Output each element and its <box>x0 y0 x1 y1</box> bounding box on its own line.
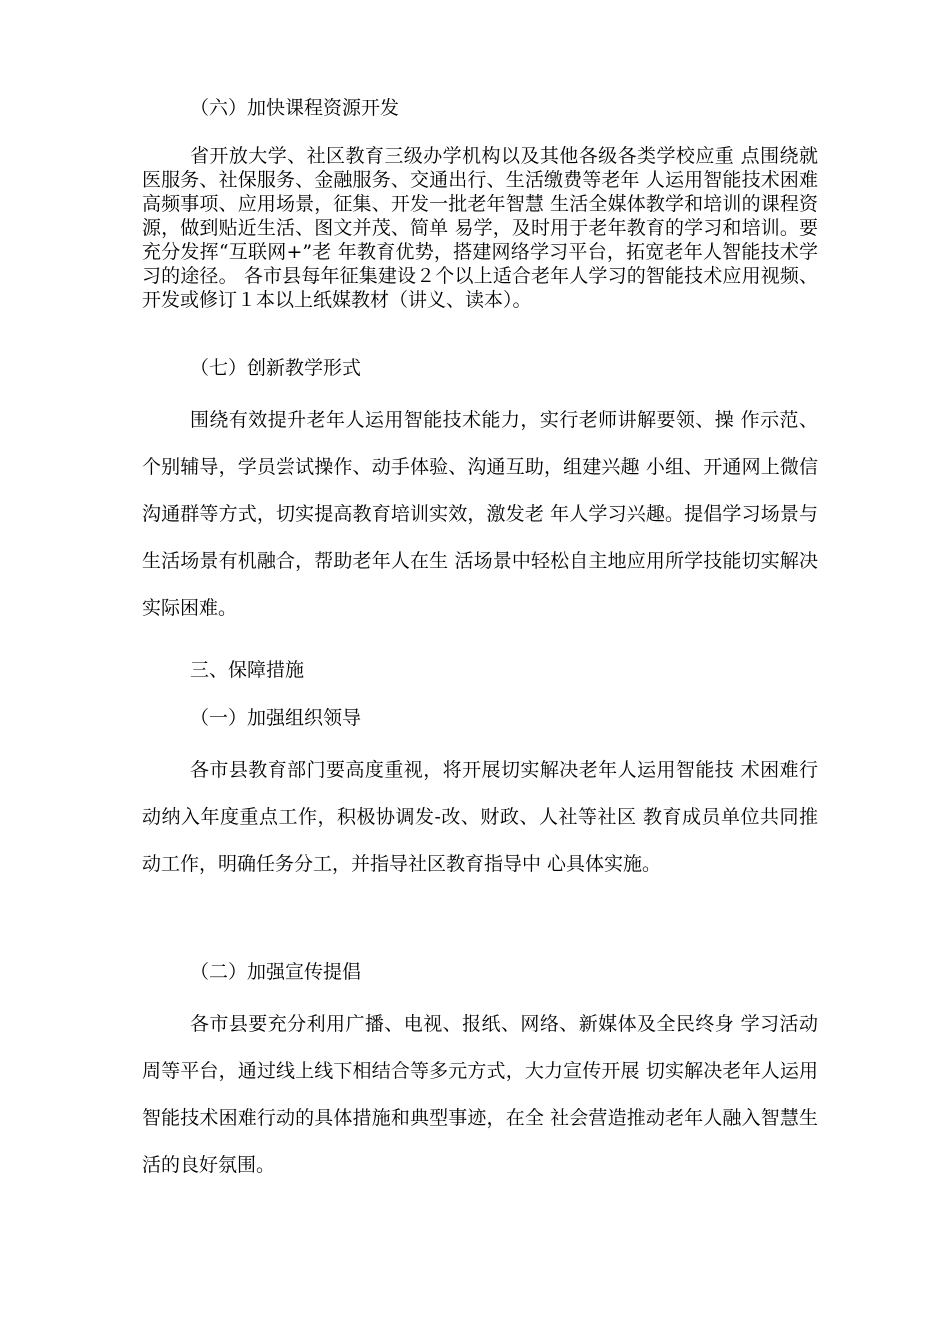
part-heading-3: 三、保障措施 <box>190 659 305 681</box>
subsection-body-1: 各市县教育部门要高度重视，将开展切实解决老年人运用智能技 术困难行动纳入年度重点工作，积极协调发-改、财政、人社等社区 教育成员单位共同推动工作，明确任务分工，并指导社区教育指导中 心具体实施。 <box>142 759 818 875</box>
section-heading-7: （七）创新教学形式 <box>190 357 362 379</box>
section-heading-6: （六）加快课程资源开发 <box>190 97 400 119</box>
section-body-6: 省开放大学、社区教育三级办学机构以及其他各级各类学校应重 点围绕就医服务、社保服务、金融服务、交通出行、生活缴费等老年 人运用智能技术困难高频事项、应用场景，征集、开发一批老年智慧 生活全媒体教学和培训的课程资源，做到贴近生活、图文并茂、简单 易学，及时用于老年教育的学习和培训。要充分发挥“互联网+”老 年教育优势，搭建网络学习平台，拓宽老年人智能技术学习的途径。 各市县每年征集建设２个以上适合老年人学习的智能技术应用视频、 开发或修订１本以上纸媒教材（讲义、读本）。 <box>142 145 818 311</box>
subsection-heading-2: （二）加强宣传提倡 <box>190 961 362 983</box>
subsection-heading-1: （一）加强组织领导 <box>190 707 362 729</box>
section-body-7: 围绕有效提升老年人运用智能技术能力，实行老师讲解要领、操 作示范、个别辅导，学员尝试操作、动手体验、沟通互助，组建兴趣 小组、开通网上微信沟通群等方式，切实提高教育培训实效，激发老 年人学习兴趣。提倡学习场景与生活场景有机融合，帮助老年人在生 活场景中轻松自主地应用所学技能切实解决实际困难。 <box>142 409 818 619</box>
subsection-body-2: 各市县要充分利用广播、电视、报纸、网络、新媒体及全民终身 学习活动周等平台，通过线上线下相结合等多元方式，大力宣传开展 切实解决老年人运用智能技术困难行动的具体措施和典型事迹，在全 社会营造推动老年人融入智慧生活的良好氛围。 <box>142 1013 818 1176</box>
